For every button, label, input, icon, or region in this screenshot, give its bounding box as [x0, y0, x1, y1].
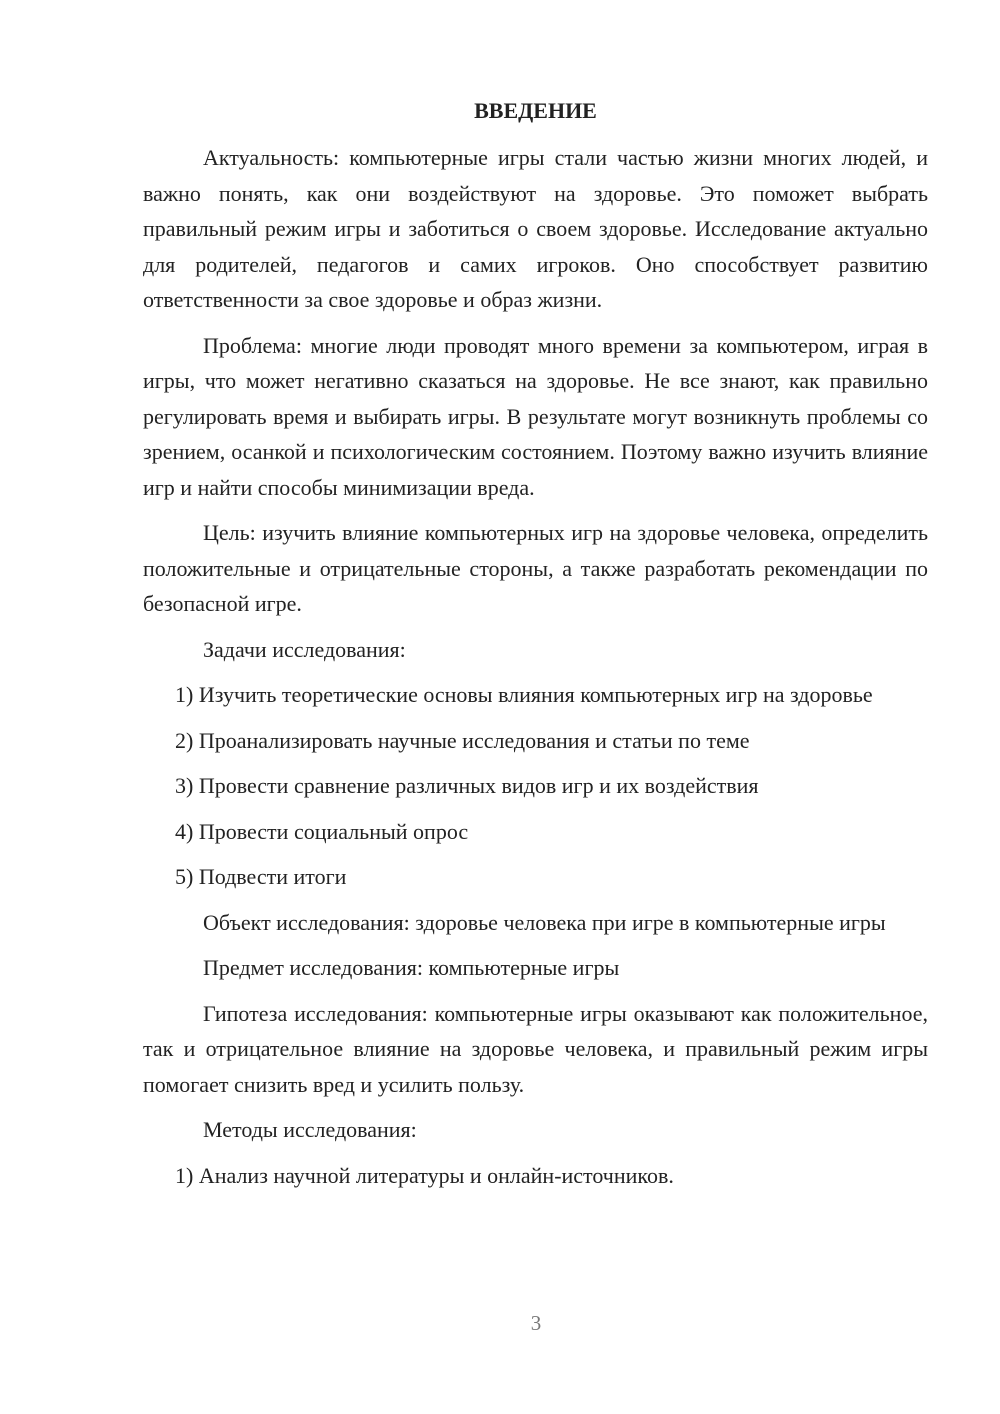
method-item-1: 1) Анализ научной литературы и онлайн-источников. — [175, 1162, 674, 1188]
task-item-3: 3) Провести сравнение различных видов игр и их воздействия — [175, 773, 759, 798]
task-item-5: 5) Подвести итоги — [175, 864, 347, 889]
relevance-paragraph: Актуальность: компьютерные игры стали частью жизни многих людей, и важно понять, как они воздействуют на здоровье. Это поможет выбрать правильный режим игры и заботиться о своем здоровье. Исследование актуально для родителей, педагогов и самих игроков. Оно способствует развитию ответственности за свое здоровье и образ жизни. — [143, 145, 928, 312]
task-item-4: 4) Провести социальный опрос — [175, 818, 469, 844]
tasks-heading: Задачи исследования: — [203, 636, 406, 662]
section-title: ВВЕДЕНИЕ — [474, 98, 597, 123]
page-number: 3 — [530, 1311, 542, 1335]
goal-paragraph: Цель: изучить влияние компьютерных игр на здоровье человека, определить положительные и отрицательные стороны, а также разработать рекомендации по безопасной игре. — [143, 520, 928, 616]
object-paragraph: Объект исследования: здоровье человека при игре в компьютерные игры — [203, 909, 886, 935]
page-content — [143, 94, 928, 1203]
problem-paragraph: Проблема: многие люди проводят много времени за компьютером, играя в игры, что может негативно сказаться на здоровье. Не все знают, как правильно регулировать время и выбирать игры. В результате могут возникнуть проблемы со зрением, осанкой и психологическим состоянием. Поэтому важно изучить влияние игр и найти способы минимизации вреда. — [143, 332, 928, 500]
methods-heading: Методы исследования: — [203, 1117, 417, 1142]
task-item-2: 2) Проанализировать научные исследования и статьи по теме — [175, 727, 750, 753]
subject-paragraph: Предмет исследования: компьютерные игры — [203, 955, 620, 980]
hypothesis-paragraph: Гипотеза исследования: компьютерные игры оказывают как положительное, так и отрицательное влияние на здоровье человека, и правильный режим игры помогает снизить вред и усилить пользу. — [143, 1000, 928, 1097]
task-item-1: 1) Изучить теоретические основы влияния компьютерных игр на здоровье — [175, 682, 873, 707]
